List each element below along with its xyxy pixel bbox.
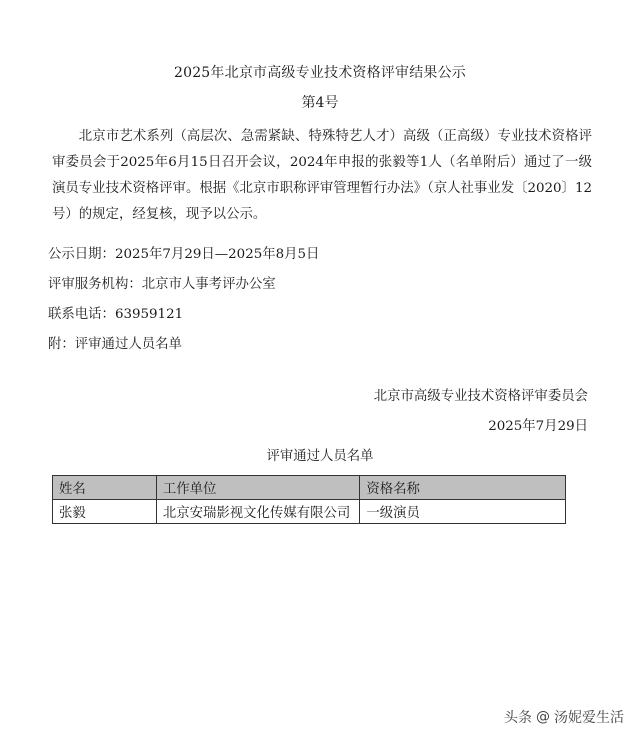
info-value: 2025年7月29日—2025年8月5日 — [114, 247, 320, 262]
table-row — [53, 500, 566, 524]
info-value: 评审通过人员名单 — [74, 337, 182, 352]
info-value: 北京市人事考评办公室 — [141, 277, 276, 292]
at-icon: @ — [536, 709, 550, 725]
signature-date: 2025年7月29日 — [488, 419, 588, 434]
document-number: 第4号 — [301, 95, 339, 111]
roster-title: 评审通过人员名单 — [266, 449, 374, 464]
info-value: 63959121 — [114, 307, 184, 322]
info-label: 联系电话： — [48, 307, 115, 322]
info-label: 评审服务机构： — [48, 277, 142, 292]
watermark-prefix: 头条 — [504, 710, 532, 726]
column-header-qualification: 资格名称 — [360, 476, 566, 500]
cell-employer: 北京安瑞影视文化传媒有限公司 — [156, 500, 360, 524]
roster-table — [52, 475, 566, 524]
cell-name: 张毅 — [53, 500, 157, 524]
info-label: 附： — [48, 337, 75, 352]
signature-org: 北京市高级专业技术资格评审委员会 — [373, 389, 588, 404]
info-attachment — [48, 333, 182, 352]
info-phone — [48, 303, 183, 322]
document-title: 2025年北京市高级专业技术资格评审结果公示 — [173, 65, 467, 81]
column-header-name: 姓名 — [53, 476, 157, 500]
info-publicity-date — [48, 243, 319, 262]
table-header-row — [53, 476, 566, 500]
info-service-agency — [48, 273, 276, 292]
document-body: 北京市艺术系列（高层次、急需紧缺、特殊特艺人才）高级（正高级）专业技术资格评审委员会于2025年6月15日召开会议，2024年申报的张毅等1人（名单附后）通过了一级演员专业技术资格评审。根据《北京市职称评审管理暂行办法》（京人社事业发〔2020〕12号）的规定，经复核，现予以公示。 — [52, 129, 592, 222]
cell-qualification: 一级演员 — [360, 500, 566, 524]
watermark-handle: 汤妮爱生活 — [554, 710, 624, 726]
watermark — [504, 707, 624, 727]
column-header-employer: 工作单位 — [156, 476, 360, 500]
info-label: 公示日期： — [48, 247, 115, 262]
